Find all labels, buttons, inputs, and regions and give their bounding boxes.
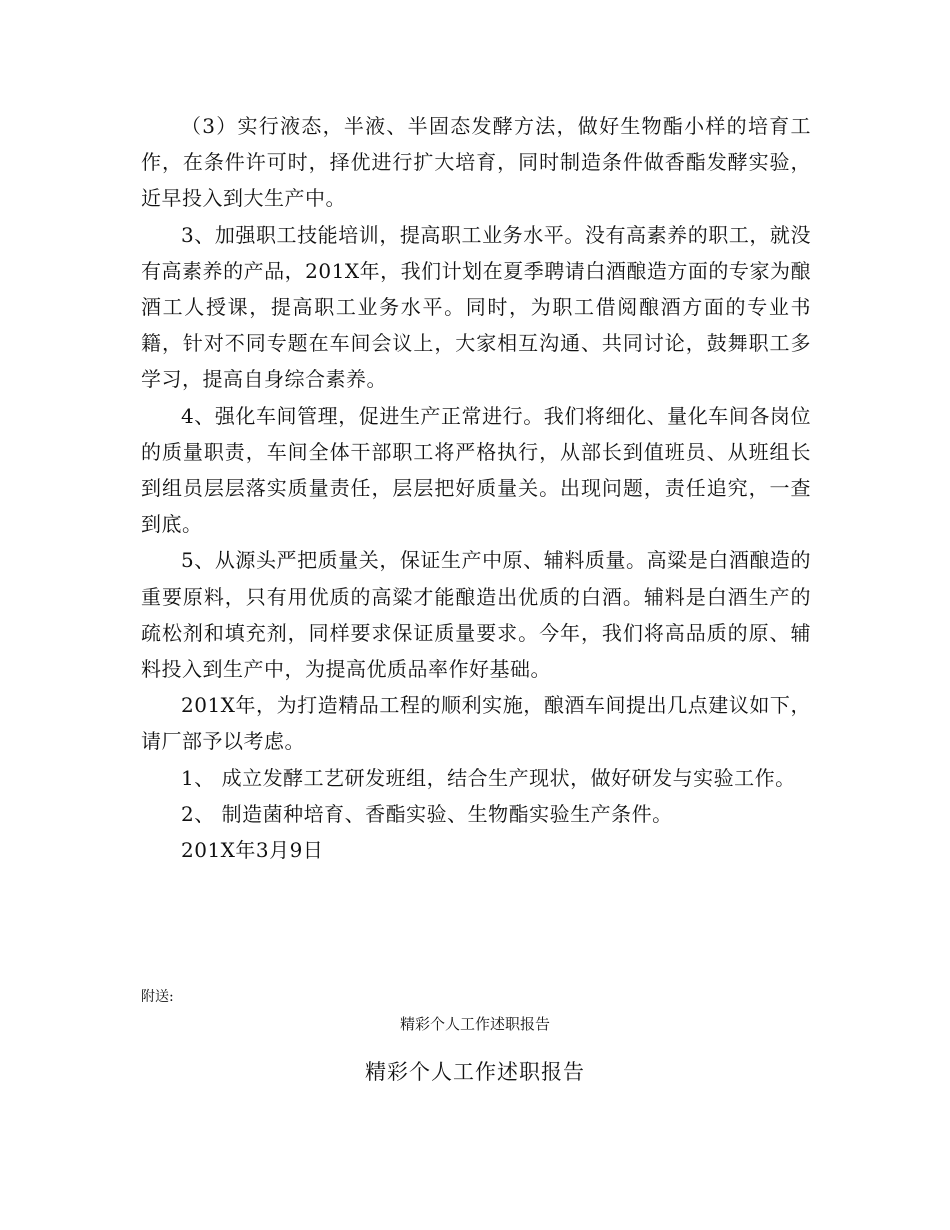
paragraph-suggestion-2: 2、 制造菌种培育、香酯实验、生物酯实验生产条件。 <box>181 801 673 826</box>
paragraph-workshop-management: 4、强化车间管理，促进生产正常进行。我们将细化、量化车间各岗位的质量职责，车间全体干部职工将严格执行，从部长到值班员、从班组长到组员层层落实质量责任，层层把好质量关。出现问题，责任追究，一查到底。 <box>141 403 811 537</box>
paragraph-quality-control: 5、从源头严把质量关，保证生产中原、辅料质量。高粱是白酒酿造的重要原料，只有用优质的高粱才能酿造出优质的白酒。辅料是白酒生产的疏松剂和填充剂，同样要求保证质量要求。今年，我们将高品质的原、辅料投入到生产中，为提高优质品率作好基础。 <box>141 548 811 682</box>
appendix-title-small: 精彩个人工作述职报告 <box>399 1015 550 1033</box>
paragraph-staff-training: 3、加强职工技能培训，提高职工业务水平。没有高素养的职工，就没有高素养的产品，201X年，我们计划在夏季聘请白酒酿造方面的专家为酿酒工人授课，提高职工业务水平。同时，为职工借阅酿酒方面的专业书籍，针对不同专题在车间会议上，大家相互沟通、共同讨论，鼓舞职工多学习，提高自身综合素养。 <box>141 222 811 392</box>
document-date: 201X年3月9日 <box>181 838 324 863</box>
paragraph-fermentation-methods: （3）实行液态，半液、半固态发酵方法，做好生物酯小样的培育工作，在条件许可时，择优进行扩大培育，同时制造条件做香酯发酵实验，近早投入到大生产中。 <box>141 114 811 211</box>
appendix-label: 附送: <box>141 989 174 1005</box>
paragraph-suggestions-intro: 201X年，为打造精品工程的顺利实施，酿酒车间提出几点建议如下，请厂部予以考虑。 <box>141 693 811 754</box>
appendix-title-large: 精彩个人工作述职报告 <box>365 1060 585 1084</box>
paragraph-suggestion-1: 1、 成立发酵工艺研发班组，结合生产现状，做好研发与实验工作。 <box>181 765 796 790</box>
document-body <box>141 108 811 868</box>
